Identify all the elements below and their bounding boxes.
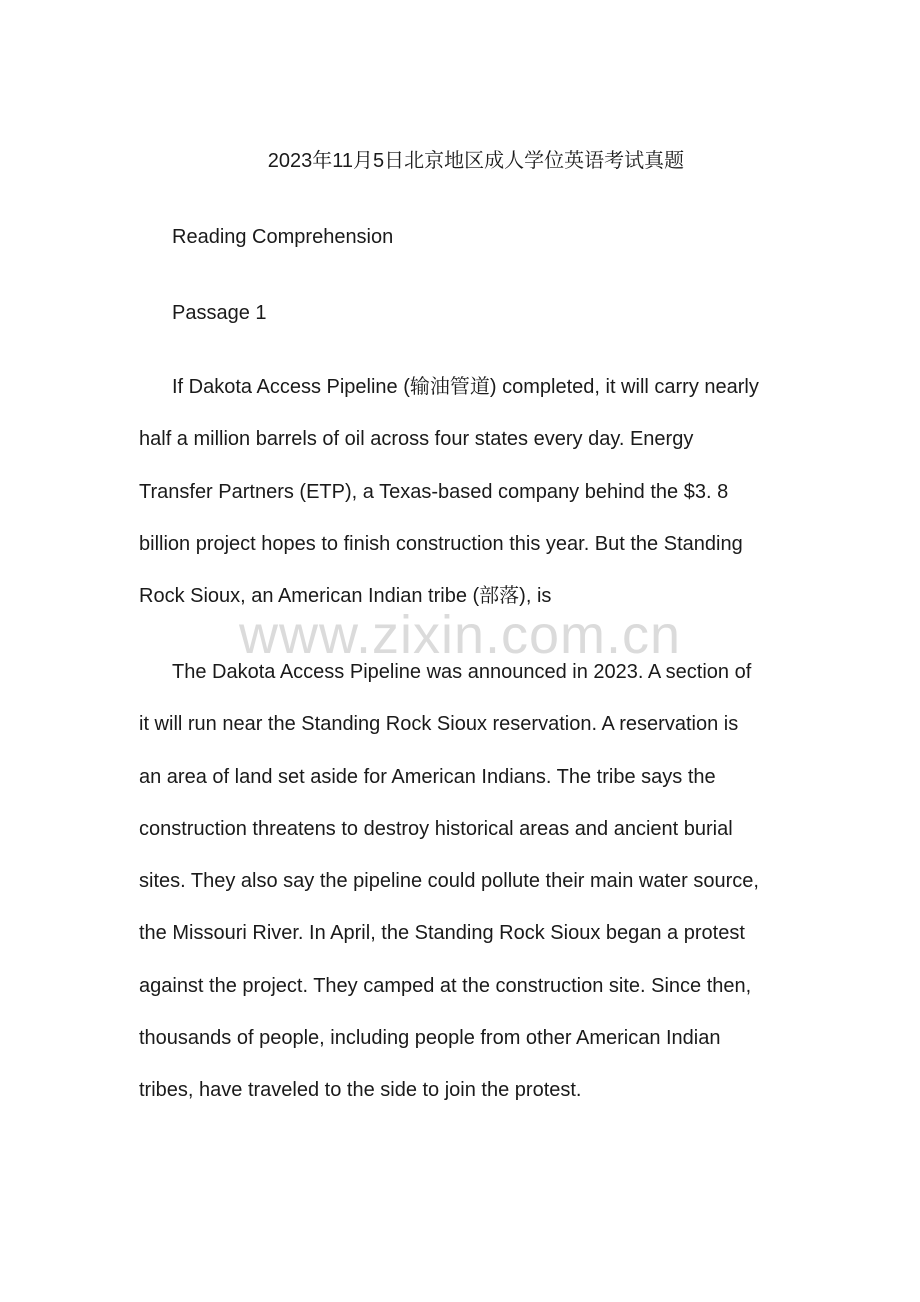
paragraph-line: sites. They also say the pipeline could pollute their main water source,	[139, 870, 759, 893]
paragraph-line: billion project hopes to finish construction this year. But the Standing	[139, 532, 743, 555]
paragraph-line: half a million barrels of oil across four states every day. Energy	[139, 428, 694, 451]
paragraph-line: construction threatens to destroy historical areas and ancient burial	[139, 817, 733, 840]
paragraph-line: If Dakota Access Pipeline (输油管道) completed, it will carry nearly	[172, 376, 759, 398]
paragraph-1	[139, 361, 799, 622]
passage-heading: Passage 1	[172, 302, 267, 324]
watermark: www.zixin.com.cn	[238, 605, 682, 665]
paragraph-line: Transfer Partners (ETP), a Texas-based company behind the $3. 8	[139, 480, 729, 503]
paragraph-line: an area of land set aside for American Indians. The tribe says the	[139, 765, 716, 788]
paragraph-line: thousands of people, including people from other American Indian	[139, 1027, 721, 1050]
paragraph-2	[139, 646, 799, 1117]
paragraph-line: tribes, have traveled to the side to join the protest.	[139, 1079, 582, 1102]
paragraph-line: The Dakota Access Pipeline was announced in 2023. A section of	[172, 661, 752, 683]
paragraph-line: it will run near the Standing Rock Sioux reservation. A reservation is	[139, 713, 739, 736]
paragraph-line: against the project. They camped at the construction site. Since then,	[139, 974, 752, 997]
paragraph-line: the Missouri River. In April, the Standing Rock Sioux began a protest	[139, 922, 745, 945]
section-heading: Reading Comprehension	[172, 226, 394, 248]
document-title: 2023年11月5日北京地区成人学位英语考试真题	[267, 150, 685, 172]
paragraph-line: Rock Sioux, an American Indian tribe (部落), is	[139, 585, 552, 608]
